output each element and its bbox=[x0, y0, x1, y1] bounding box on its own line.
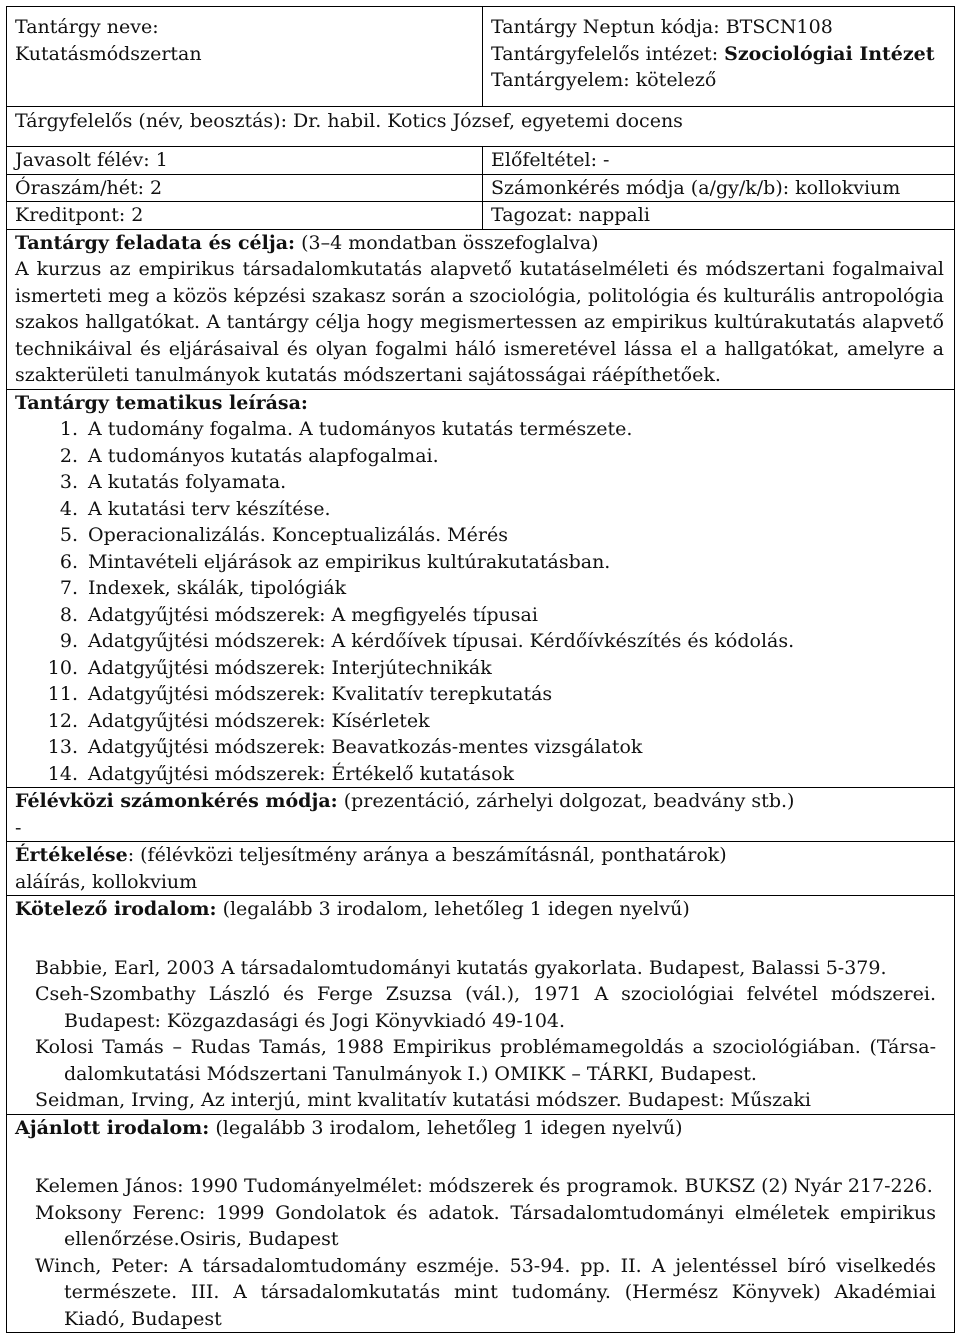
topic-text: Adatgyűjtési módszerek: Kvalitatív terepkutatás bbox=[88, 683, 553, 705]
reference-item: Moksony Ferenc: 1999 Gondolatok és adatok. Társadalomtudományi elméletek empirikus ellenőrzése.Osiris, Budapest bbox=[35, 1201, 936, 1250]
reference-item: Kelemen János: 1990 Tudományelmélet: módszerek és programok. BUKSZ (2) Nyár 217-226. bbox=[35, 1175, 933, 1197]
topic-item bbox=[15, 628, 954, 655]
topic-number: 8. bbox=[59, 603, 78, 626]
topic-text: Adatgyűjtési módszerek: Beavatkozás-mentes vizsgálatok bbox=[88, 736, 643, 758]
responsible-institute bbox=[491, 41, 954, 68]
required-lit-row bbox=[7, 896, 955, 1115]
topic-text: Adatgyűjtési módszerek: Értékelő kutatások bbox=[88, 762, 515, 785]
topic-item bbox=[15, 602, 954, 629]
evaluation-label: Értékelése bbox=[15, 844, 128, 866]
semester-row bbox=[7, 147, 955, 175]
goal-label: Tantárgy feladata és célja: bbox=[15, 231, 296, 254]
recommended-lit-heading bbox=[15, 1115, 954, 1142]
evaluation-note: : (félévközi teljesítmény aránya a beszámításnál, ponthatárok) bbox=[127, 844, 727, 866]
reference-item: Cseh-Szombathy László és Ferge Zsuzsa (vál.), 1971 A szociológiai felvétel módszerei. Budapest: Közgazdasági és Jogi Könyvkiadó 49-104. bbox=[35, 983, 936, 1032]
topic-text: A kutatás folyamata. bbox=[88, 471, 287, 493]
topic-item bbox=[15, 469, 954, 496]
topic-number: 3. bbox=[59, 471, 78, 493]
topic-list bbox=[15, 416, 954, 787]
midterm-label: Félévközi számonkérés módja: bbox=[15, 790, 338, 812]
midterm-heading bbox=[15, 788, 954, 815]
topic-item bbox=[15, 681, 954, 708]
topic-item bbox=[15, 522, 954, 549]
reference-item: Babbie, Earl, 2003 A társadalomtudományi kutatás gyakorlata. Budapest, Balassi 5-379. bbox=[35, 956, 887, 979]
semester: Javasolt félév: 1 bbox=[7, 147, 483, 175]
topic-text: A kutatási terv készítése. bbox=[88, 497, 331, 520]
recommended-lit-section bbox=[7, 1114, 955, 1333]
required-lit-label: Kötelező irodalom: bbox=[15, 898, 217, 920]
topic-text: Mintavételi eljárások az empirikus kultúrakutatásban. bbox=[88, 550, 611, 573]
evaluation-value: aláírás, kollokvium bbox=[15, 870, 198, 893]
midterm-note: (prezentáció, zárhelyi dolgozat, beadvány stb.) bbox=[337, 790, 795, 812]
midterm-section bbox=[7, 788, 955, 842]
topics-label: Tantárgy tematikus leírása: bbox=[15, 391, 308, 414]
topic-item bbox=[15, 708, 954, 735]
topics-row bbox=[7, 389, 955, 788]
topic-text: A tudományos kutatás alapfogalmai. bbox=[88, 444, 439, 467]
course-element: Tantárgyelem: kötelező bbox=[491, 69, 717, 91]
topic-number: 4. bbox=[59, 497, 78, 520]
reference-item: Kolosi Tamás – Rudas Tamás, 1988 Empirikus problémamegoldás a szociológiában. (Társadalomkutatási Módszertani Tanulmányok I.) OMIKK – TÁRKI, Budapest. bbox=[35, 1036, 936, 1085]
topics-section bbox=[7, 389, 955, 788]
course-codes-cell bbox=[483, 7, 955, 107]
header-row bbox=[7, 7, 955, 107]
responsible-row bbox=[7, 106, 955, 147]
course-table bbox=[6, 6, 955, 1333]
institute-label: Tantárgyfelelős intézet: bbox=[491, 42, 725, 65]
evaluation-row bbox=[7, 842, 955, 896]
topic-item bbox=[15, 575, 954, 602]
reference-item: Winch, Peter: A társadalomtudomány eszméje. 53-94. pp. II. A jelentéssel bíró viselkedés természete. III. A társadalomkutatás mint tudomány. (Hermész Könyvek) Akadémiai Kiadó, Budapest bbox=[35, 1254, 936, 1330]
topic-text: Adatgyűjtési módszerek: A megfigyelés típusai bbox=[88, 603, 538, 626]
topic-item bbox=[15, 734, 954, 761]
course-description-document bbox=[6, 6, 955, 1333]
institute-name: Szociológiai Intézet bbox=[724, 42, 935, 65]
topic-item bbox=[15, 655, 954, 682]
recommended-lit-row bbox=[7, 1114, 955, 1333]
topic-text: Adatgyűjtési módszerek: A kérdőívek típusai. Kérdőívkészítés és kódolás. bbox=[88, 630, 795, 652]
goal-heading bbox=[15, 230, 954, 257]
hours-per-week: Óraszám/hét: 2 bbox=[7, 174, 483, 202]
topic-number: 13. bbox=[47, 736, 78, 758]
course-name-cell bbox=[7, 7, 483, 107]
required-lit-heading bbox=[15, 896, 954, 923]
topic-item bbox=[15, 416, 954, 443]
goal-note: (3–4 mondatban összefoglalva) bbox=[295, 231, 599, 254]
topic-number: 2. bbox=[59, 444, 78, 467]
topic-text: Adatgyűjtési módszerek: Kísérletek bbox=[88, 709, 430, 732]
topic-text: Adatgyűjtési módszerek: Interjútechnikák bbox=[88, 656, 492, 679]
hours-row bbox=[7, 174, 955, 202]
goal-section bbox=[7, 229, 955, 389]
goal-row bbox=[7, 229, 955, 389]
evaluation-heading bbox=[15, 842, 954, 869]
topic-number: 11. bbox=[47, 683, 78, 705]
recommended-lit-list bbox=[15, 1173, 954, 1332]
exam-type: Számonkérés módja (a/gy/k/b): kollokvium bbox=[483, 174, 955, 202]
topic-number: 5. bbox=[59, 524, 78, 546]
required-lit-section bbox=[7, 896, 955, 1115]
recommended-lit-label: Ajánlott irodalom: bbox=[15, 1116, 210, 1139]
required-lit-note: (legalább 3 irodalom, lehetőleg 1 idegen nyelvű) bbox=[216, 898, 690, 920]
topic-item bbox=[15, 496, 954, 523]
course-name-label: Tantárgy neve: bbox=[15, 16, 159, 38]
topic-item bbox=[15, 549, 954, 576]
topic-number: 10. bbox=[47, 656, 78, 679]
topic-text: Indexek, skálák, tipológiák bbox=[88, 577, 347, 599]
topic-item bbox=[15, 761, 954, 788]
evaluation-section bbox=[7, 842, 955, 896]
topic-number: 6. bbox=[59, 550, 78, 573]
topic-number: 12. bbox=[47, 709, 78, 732]
midterm-value: - bbox=[15, 816, 22, 839]
credits: Kreditpont: 2 bbox=[7, 202, 483, 230]
midterm-row bbox=[7, 788, 955, 842]
topic-item bbox=[15, 443, 954, 470]
prerequisite: Előfeltétel: - bbox=[483, 147, 955, 175]
topic-number: 1. bbox=[59, 418, 78, 440]
topic-number: 14. bbox=[47, 762, 78, 785]
goal-text: A kurzus az empirikus társadalomkutatás alapvető kutatáselméleti és módszertani fogalmaival ismerteti meg a közös képzési szakasz során a szociológia, politológia és kulturális antropológia szakos hallgatókat. A tantárgy célja hogy megismertessen az empirikus kultúrakutatás alapvető technikáival és eljárásaival és olyan fogalmi háló ismeretével lássa el a hallgatókat, amelyre a szakterületi tanulmányok kutatás módszertani sajátosságai ráépíthetőek. bbox=[15, 258, 944, 386]
recommended-lit-note: (legalább 3 irodalom, lehetőleg 1 idegen nyelvű) bbox=[209, 1116, 683, 1139]
reference-item: Seidman, Irving, Az interjú, mint kvalitatív kutatási módszer. Budapest: Műszaki bbox=[35, 1089, 812, 1111]
topic-number: 7. bbox=[59, 577, 78, 599]
topic-text: Operacionalizálás. Konceptualizálás. Mérés bbox=[88, 524, 508, 546]
credits-row bbox=[7, 202, 955, 230]
topic-number: 9. bbox=[59, 630, 78, 652]
required-lit-list bbox=[15, 955, 954, 1114]
schedule: Tagozat: nappali bbox=[483, 202, 955, 230]
topic-text: A tudomány fogalma. A tudományos kutatás természete. bbox=[88, 418, 633, 440]
neptun-code: Tantárgy Neptun kódja: BTSCN108 bbox=[491, 16, 833, 38]
course-name: Kutatásmódszertan bbox=[15, 42, 202, 65]
responsible-person: Tárgyfelelős (név, beosztás): Dr. habil. Kotics József, egyetemi docens bbox=[7, 106, 955, 147]
